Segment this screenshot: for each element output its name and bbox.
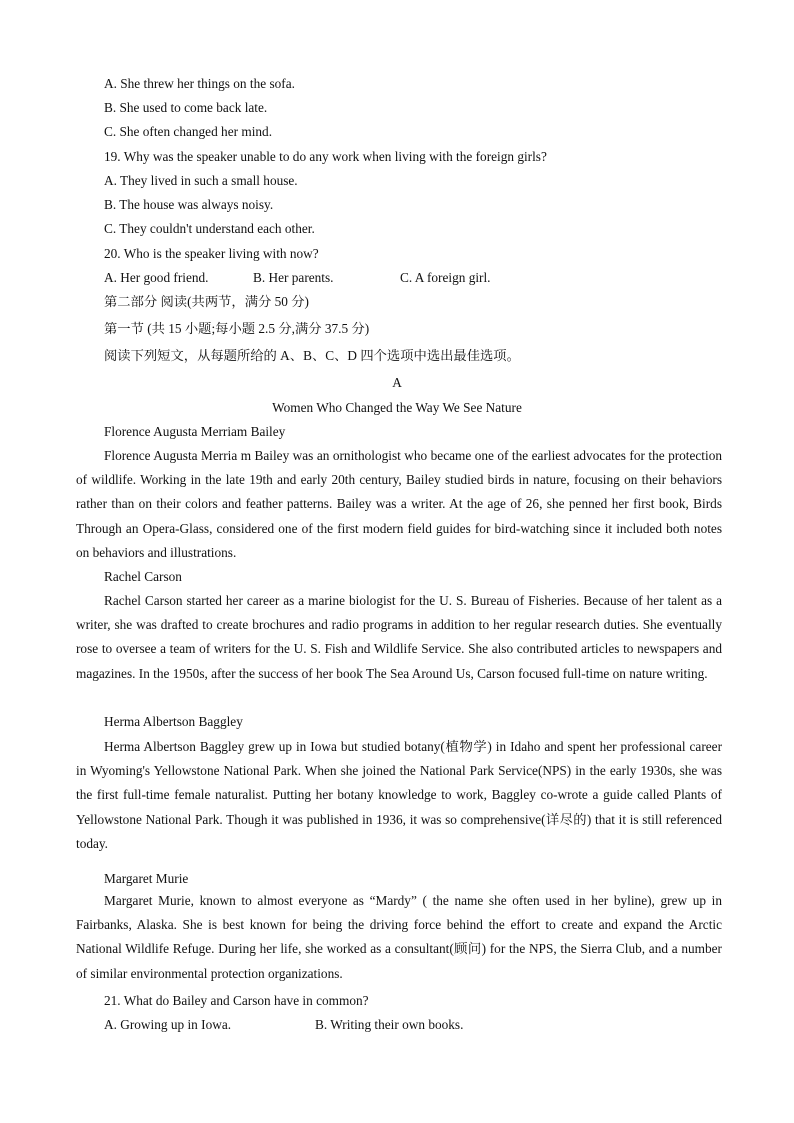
q20-option-c: C. A foreign girl. (400, 270, 491, 285)
q18-option-b: B. She used to come back late. (104, 100, 268, 115)
q18-option-a: A. She threw her things on the sofa. (104, 76, 295, 91)
section-text-bailey: Florence Augusta Merria m Bailey was an ornithologist who became one of the earliest advocates for the protection of wildlife. Working in the late 19th and early 20th century, Bailey studied birds in nature, focusing on their behaviors rather than on their colors and feather patterns. Bailey was a writer. At the age of 26, she penned her first book, Birds Through an Opera-Glass, considered one of the first modern field guides for bird-watching since it included both notes on behaviors and illustrations. (76, 448, 722, 560)
passage-title: Women Who Changed the Way We See Nature (272, 400, 522, 415)
q19-option-a: A. They lived in such a small house. (104, 173, 298, 188)
q20-option-a: A. Her good friend. (104, 270, 209, 285)
section-name-bailey: Florence Augusta Merriam Bailey (104, 424, 286, 439)
passage-letter: A (392, 375, 402, 390)
section-name-baggley: Herma Albertson Baggley (104, 714, 243, 729)
q20-question: 20. Who is the speaker living with now? (104, 246, 319, 261)
q21-option-a: A. Growing up in Iowa. (104, 1017, 232, 1032)
q18-option-c: C. She often changed her mind. (104, 124, 273, 139)
section-text-baggley: Herma Albertson Baggley grew up in Iowa but studied botany(植物学) in Idaho and spent her professional career in Wyoming's Yellowstone National Park. When she joined the National Park Service(NPS) in the early 1930s, she was the first full-time female naturalist. Putting her botany knowledge to work, Baggley co-wrote a guide called Plants of Yellowstone National Park. Though it was published in 1936, it was so comprehensive(详尽的) that it is still referenced today. (76, 739, 722, 851)
q19-option-b: B. The house was always noisy. (104, 197, 274, 212)
section-text-murie: Margaret Murie, known to almost everyone as “Mardy” ( the name she often used in her byline), grew up in Fairbanks, Alaska. She is best known for being the driving force behind the effort to create and expand the Arctic National Wildlife Refuge. During her life, she worked as a consultant(顾问) for the NPS, the Sierra Club, and a number of similar environmental protection organizations. (76, 893, 722, 981)
section-name-murie: Margaret Murie (104, 871, 189, 886)
q19-option-c: C. They couldn't understand each other. (104, 221, 315, 236)
section-heading: 第一节 (共 15 小题;每小题 2.5 分,满分 37.5 分) (104, 321, 370, 336)
q21-question: 21. What do Bailey and Carson have in common? (104, 993, 369, 1008)
q21-option-b: B. Writing their own books. (315, 1017, 464, 1032)
q20-option-b: B. Her parents. (253, 270, 334, 285)
part-heading: 第二部分 阅读(共两节，满分 50 分) (104, 294, 309, 309)
section-text-carson: Rachel Carson started her career as a marine biologist for the U. S. Bureau of Fisheries. Because of her talent as a writer, she was drafted to create brochures and radio programs in addition to her regular research duties. She eventually rose to oversee a team of writers for the U. S. Fish and Wildlife Service. She also contributed articles to newspapers and magazines. In the 1950s, after the success of her book The Sea Around Us, Carson focused full-time on nature writing. (76, 593, 722, 681)
section-name-carson: Rachel Carson (104, 569, 182, 584)
q19-question: 19. Why was the speaker unable to do any work when living with the foreign girls? (104, 149, 547, 164)
instruction: 阅读下列短文，从每题所给的 A、B、C、D 四个选项中选出最佳选项。 (104, 348, 520, 363)
